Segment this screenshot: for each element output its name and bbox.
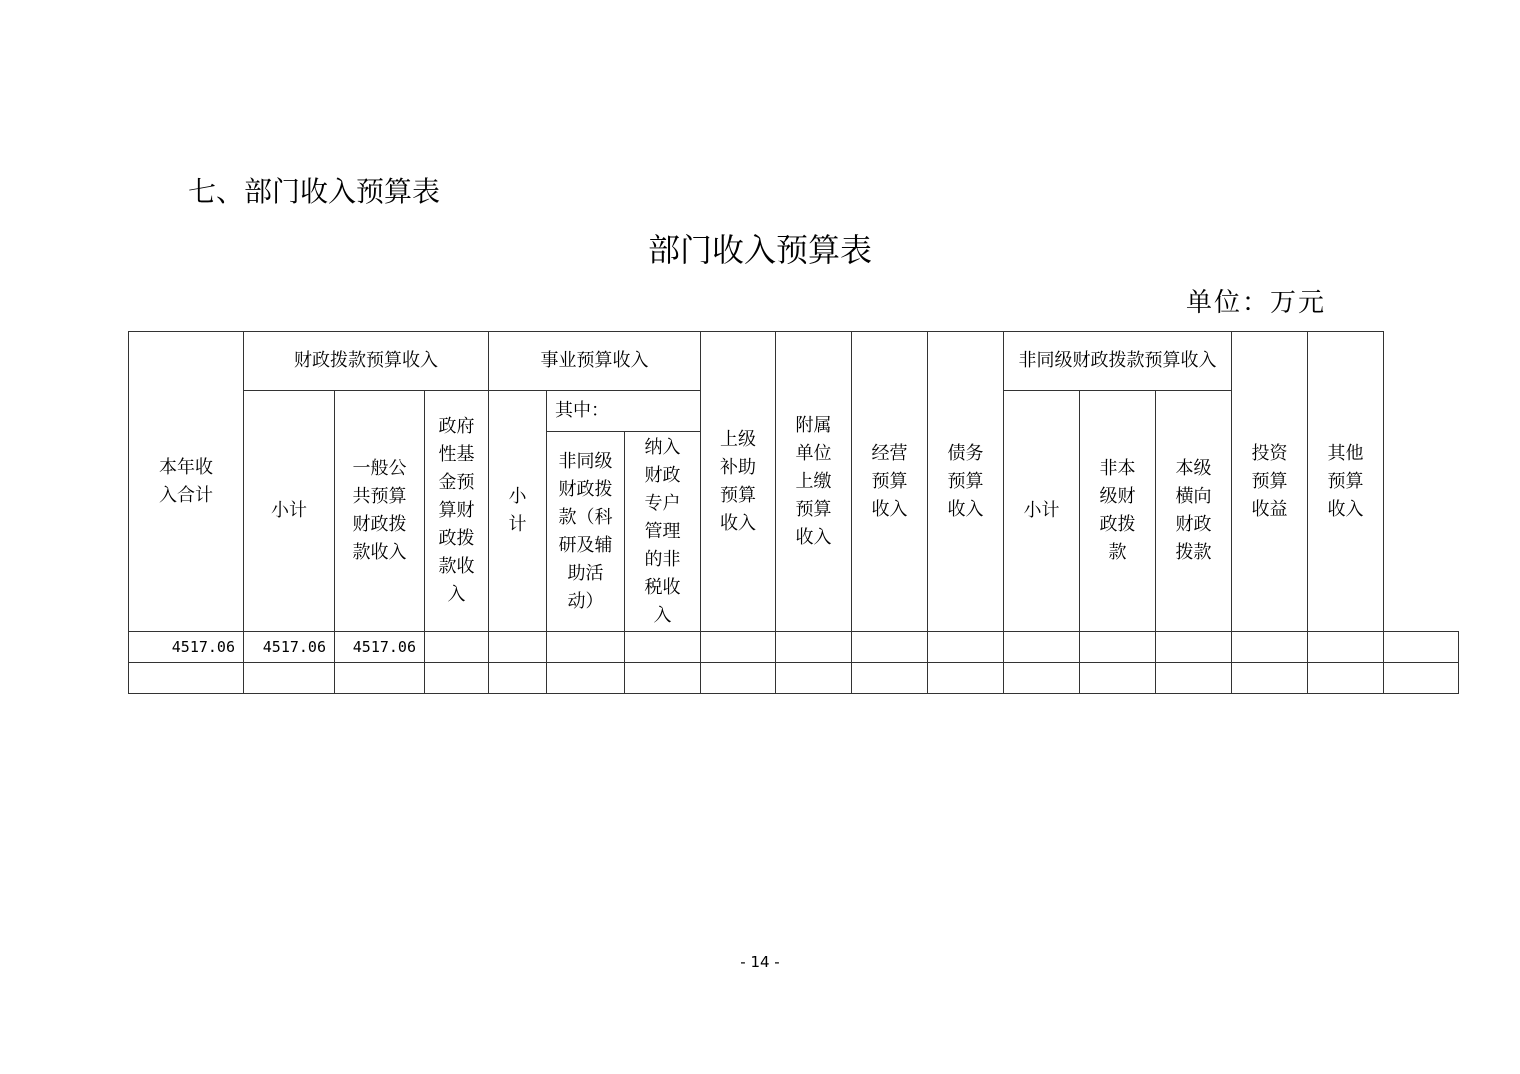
section-title: 七、部门收入预算表 xyxy=(188,175,441,208)
header-business-subtotal: 小计 xyxy=(489,391,547,632)
table-cell xyxy=(1232,632,1308,663)
table-row xyxy=(129,663,1459,694)
header-nonsame-group: 非同级财政拨款预算收入 xyxy=(1004,332,1232,391)
table-cell xyxy=(1384,632,1459,663)
table-cell xyxy=(928,632,1004,663)
header-business-among: 其中： xyxy=(547,391,701,432)
table-cell xyxy=(1004,632,1080,663)
header-other: 其他预算收入 xyxy=(1308,332,1384,632)
header-business-group: 事业预算收入 xyxy=(489,332,701,391)
table-cell xyxy=(1156,632,1232,663)
table-cell xyxy=(547,632,625,663)
table-cell xyxy=(852,632,928,663)
table-cell: 4517.06 xyxy=(335,632,425,663)
table-cell xyxy=(701,632,776,663)
table-cell xyxy=(776,663,852,694)
unit-label: 单位：万元 xyxy=(1186,288,1327,318)
table-row xyxy=(129,632,1459,663)
table-cell xyxy=(625,632,701,663)
income-budget-table xyxy=(128,331,1459,694)
table-cell xyxy=(1308,663,1384,694)
header-business-nontax: 纳入财政专户管理的非税收入 xyxy=(625,432,701,632)
header-total: 本年收入合计 xyxy=(129,332,244,632)
table-cell xyxy=(1156,663,1232,694)
table-cell xyxy=(625,663,701,694)
header-fiscal-fund: 政府性基金预算财政拨款收入 xyxy=(425,391,489,632)
table-cell xyxy=(1232,663,1308,694)
table-cell xyxy=(928,663,1004,694)
table-cell xyxy=(1004,663,1080,694)
table-cell xyxy=(1308,632,1384,663)
table-title: 部门收入预算表 xyxy=(647,231,872,269)
header-fiscal-general: 一般公共预算财政拨款收入 xyxy=(335,391,425,632)
table-cell xyxy=(425,632,489,663)
header-investment: 投资预算收益 xyxy=(1232,332,1308,632)
header-business-nonsame: 非同级财政拨款（科研及辅助活动） xyxy=(547,432,625,632)
header-nonsame-nonlocal: 非本级财政拨款 xyxy=(1080,391,1156,632)
table-cell xyxy=(425,663,489,694)
table-cell xyxy=(701,663,776,694)
header-row-1 xyxy=(129,332,1459,391)
header-operating: 经营预算收入 xyxy=(852,332,928,632)
page-number: - 14 - xyxy=(740,953,780,971)
header-superior-subsidy: 上级补助预算收入 xyxy=(701,332,776,632)
table-cell xyxy=(852,663,928,694)
header-fiscal-group: 财政拨款预算收入 xyxy=(244,332,489,391)
table-cell xyxy=(1080,663,1156,694)
header-fiscal-subtotal: 小计 xyxy=(244,391,335,632)
table-cell: 4517.06 xyxy=(244,632,335,663)
table-cell xyxy=(244,663,335,694)
table-cell xyxy=(776,632,852,663)
table-cell xyxy=(1384,663,1459,694)
table-cell xyxy=(1080,632,1156,663)
header-affiliated: 附属单位上缴预算收入 xyxy=(776,332,852,632)
table-cell xyxy=(489,632,547,663)
table-cell xyxy=(547,663,625,694)
table-body xyxy=(129,632,1459,694)
table-cell: 4517.06 xyxy=(129,632,244,663)
header-debt: 债务预算收入 xyxy=(928,332,1004,632)
header-nonsame-horizontal: 本级横向财政拨款 xyxy=(1156,391,1232,632)
table-cell xyxy=(129,663,244,694)
table-cell xyxy=(335,663,425,694)
header-nonsame-subtotal: 小计 xyxy=(1004,391,1080,632)
table-cell xyxy=(489,663,547,694)
